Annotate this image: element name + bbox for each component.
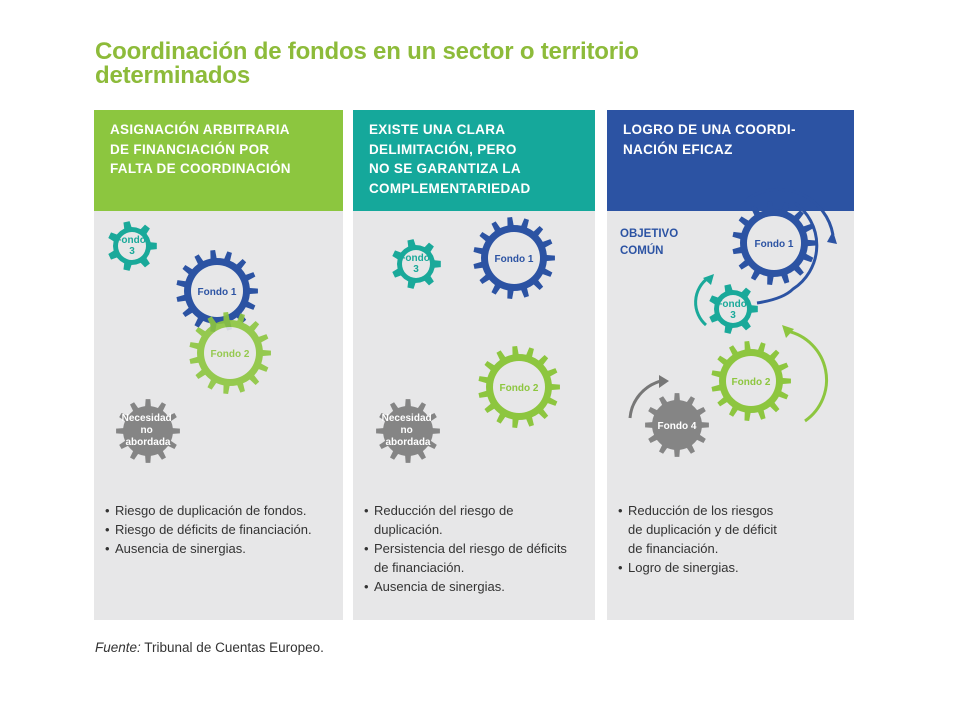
header-line: EXISTE UNA CLARA [369, 122, 506, 137]
title-line: determinados [95, 62, 250, 89]
gear-fondo2-label [732, 377, 771, 388]
bullet-text: • Reducción de los riesgos [628, 503, 774, 518]
gear-diagram-svg [94, 211, 343, 491]
gear-fondo2-icon [189, 312, 270, 394]
gear-label-line: Fondo 1 [494, 254, 534, 265]
gear-label-line: Fondo 1 [197, 287, 237, 298]
gear-label-line: Fondo 2 [210, 349, 250, 360]
gear-label-line: Fondo [115, 235, 146, 246]
panel-header [94, 110, 343, 211]
gear-fondo1-icon [732, 201, 815, 285]
gear-fondo2-icon [711, 341, 790, 421]
gear-fondo4-icon [645, 393, 709, 457]
bullet-item [105, 539, 312, 558]
gear-label-line: Fondo 1 [754, 239, 794, 250]
header-line: NO SE GARANTIZA LA [369, 161, 521, 176]
gear-fondo3-icon [709, 284, 758, 334]
gear-diagram [353, 211, 595, 491]
gear-diagram-svg [353, 211, 595, 491]
panel-header [607, 110, 854, 211]
gear-label-line: 3 [413, 264, 419, 275]
panel-header [353, 110, 595, 211]
bullet-list [364, 501, 567, 596]
gear-fondo2-label [211, 349, 250, 360]
header-line: NACIÓN EFICAZ [623, 141, 733, 157]
gear-label-line: Fondo [399, 253, 430, 264]
panel-effective-coordination [607, 110, 854, 620]
gear-fondo1-icon [176, 250, 257, 332]
bullet-text: • Ausencia de sinergias. [374, 579, 505, 594]
bullet-item [364, 501, 567, 539]
gear-label-line: abordada [385, 437, 431, 448]
page-title [95, 40, 795, 88]
rotation-arrow-fondo2-icon [787, 331, 827, 421]
bullet-item [618, 558, 777, 577]
gear-fondo1-label [495, 254, 534, 265]
panel-clear-delimitation [353, 110, 595, 620]
objective-line: OBJETIVO [620, 228, 679, 240]
bullet-list [618, 501, 777, 577]
gear-label-line: Fondo 2 [731, 377, 771, 388]
bullet-text: • Reducción del riesgo de [374, 503, 514, 518]
gear-diagram-svg [607, 211, 854, 491]
gear-necesidad-icon [116, 399, 180, 463]
gear-fondo2-icon [478, 346, 559, 428]
gear-fondo1-icon [473, 217, 554, 299]
gear-label-line: Necesidad [381, 413, 432, 424]
gear-label-line: abordada [125, 437, 171, 448]
gear-label-line: Fondo [716, 299, 747, 310]
header-line: DE FINANCIACIÓN POR [110, 141, 270, 157]
header-line: LOGRO DE UNA COORDI- [623, 122, 796, 137]
bullet-text: • Riesgo de duplicación de fondos. [115, 503, 307, 518]
source-text: Tribunal de Cuentas Europeo. [140, 640, 324, 655]
bullet-item [618, 501, 777, 558]
gear-fondo1-label [198, 287, 237, 298]
header-line: COMPLEMENTARIEDAD [369, 180, 531, 196]
source-note [95, 640, 324, 655]
bullet-text: • Ausencia de sinergias. [115, 541, 246, 556]
gear-fondo3-icon [108, 221, 157, 271]
panel-arbitrary-allocation [94, 110, 343, 620]
arrowhead-icon [659, 375, 669, 388]
gear-fondo2-label [500, 383, 539, 394]
gear-label-line: Fondo 2 [499, 383, 539, 394]
header-line: DELIMITACIÓN, PERO [369, 141, 517, 157]
gear-label-line: Fondo 4 [657, 421, 697, 432]
bullet-text: de financiación. [374, 560, 465, 575]
bullet-item [364, 539, 567, 577]
objective-line: COMÚN [620, 245, 664, 257]
bullet-text: • Logro de sinergias. [628, 560, 739, 575]
gear-diagram [94, 211, 343, 491]
gear-label-line: Necesidad [121, 413, 172, 424]
gear-necesidad-icon [376, 399, 440, 463]
bullet-text: de financiación. [628, 541, 719, 556]
gear-fondo1-label [755, 239, 794, 250]
bullet-text: • Persistencia del riesgo de déficits [374, 541, 567, 556]
bullet-text: de duplicación y de déficit [628, 522, 777, 537]
rotation-arrow-fondo3-icon [696, 278, 708, 325]
source-prefix: Fuente: [95, 640, 141, 655]
title-line: Coordinación de fondos en un sector o territorio [95, 38, 639, 65]
gear-label-line: no [400, 425, 413, 436]
gear-label-line: 3 [730, 310, 736, 321]
bullet-item [105, 520, 312, 539]
gear-fondo3-icon [392, 239, 441, 289]
gear-fondo4-label [658, 421, 697, 432]
bullet-text: • Riesgo de déficits de financiación. [115, 522, 312, 537]
bullet-item [364, 577, 567, 596]
gear-label-line: 3 [129, 246, 135, 257]
gear-diagram [607, 211, 854, 491]
bullet-list [105, 501, 312, 558]
bullet-item [105, 501, 312, 520]
header-line: ASIGNACIÓN ARBITRARIA [110, 122, 290, 137]
bullet-text: duplicación. [374, 522, 443, 537]
header-line: FALTA DE COORDINACIÓN [110, 161, 291, 176]
gear-label-line: no [140, 425, 153, 436]
